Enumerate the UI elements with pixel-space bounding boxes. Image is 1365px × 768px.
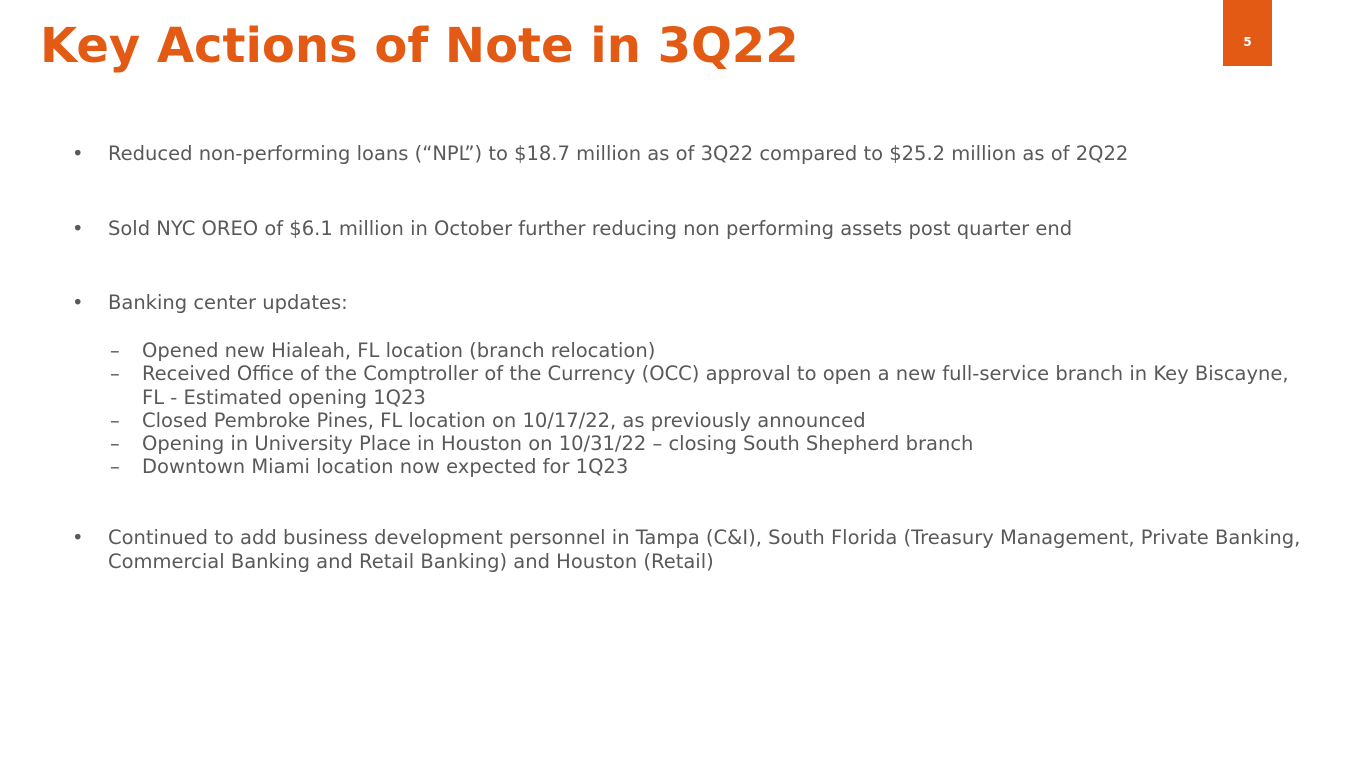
bullet-item-banking-center [72, 291, 1312, 315]
list-item [107, 455, 1307, 478]
bullet-text: Banking center updates: [108, 291, 348, 314]
list-item [107, 409, 1307, 432]
bullet-item-npl [72, 142, 1312, 166]
bullet-text: Continued to add business development personnel in Tampa (C&I), South Florida (Treasury Management, Private Banking, Commercial Banking and Retail Banking) and Houston (Retail) [108, 526, 1301, 573]
bullet-item-business-development [72, 526, 1312, 573]
list-item-text: Received Office of the Comptroller of the Currency (OCC) approval to open a new full-service branch in Key Biscayne, FL - Estimated opening 1Q23 [142, 362, 1289, 409]
bullet-marker: • [72, 142, 84, 165]
dash-marker: – [110, 455, 120, 479]
bullet-text: Reduced non-performing loans (“NPL”) to $18.7 million as of 3Q22 compared to $25.2 million as of 2Q22 [108, 142, 1129, 165]
dash-marker: – [110, 432, 120, 456]
page-number: 5 [1243, 35, 1252, 49]
banking-center-update-list [107, 339, 1307, 479]
bullet-marker: • [72, 291, 84, 314]
bullet-marker: • [72, 526, 84, 549]
list-item [107, 339, 1307, 362]
list-item [107, 362, 1307, 409]
bullet-item-oreo [72, 217, 1312, 241]
bullet-marker: • [72, 217, 84, 240]
list-item-text: Opened new Hialeah, FL location (branch relocation) [142, 339, 656, 362]
dash-marker: – [110, 339, 120, 362]
list-item-text: Downtown Miami location now expected for 1Q23 [142, 455, 629, 479]
page-number-badge [1223, 0, 1272, 66]
dash-marker: – [110, 408, 120, 432]
list-item-text: Closed Pembroke Pines, FL location on 10/17/22, as previously announced [142, 408, 866, 432]
list-item [107, 432, 1307, 455]
slide-title: Key Actions of Note in 3Q22 [40, 18, 799, 74]
dash-marker: – [110, 362, 120, 386]
bullet-text: Sold NYC OREO of $6.1 million in October further reducing non performing assets post quarter end [108, 217, 1073, 240]
list-item-text: Opening in University Place in Houston on 10/31/22 – closing South Shepherd branch [142, 432, 974, 456]
